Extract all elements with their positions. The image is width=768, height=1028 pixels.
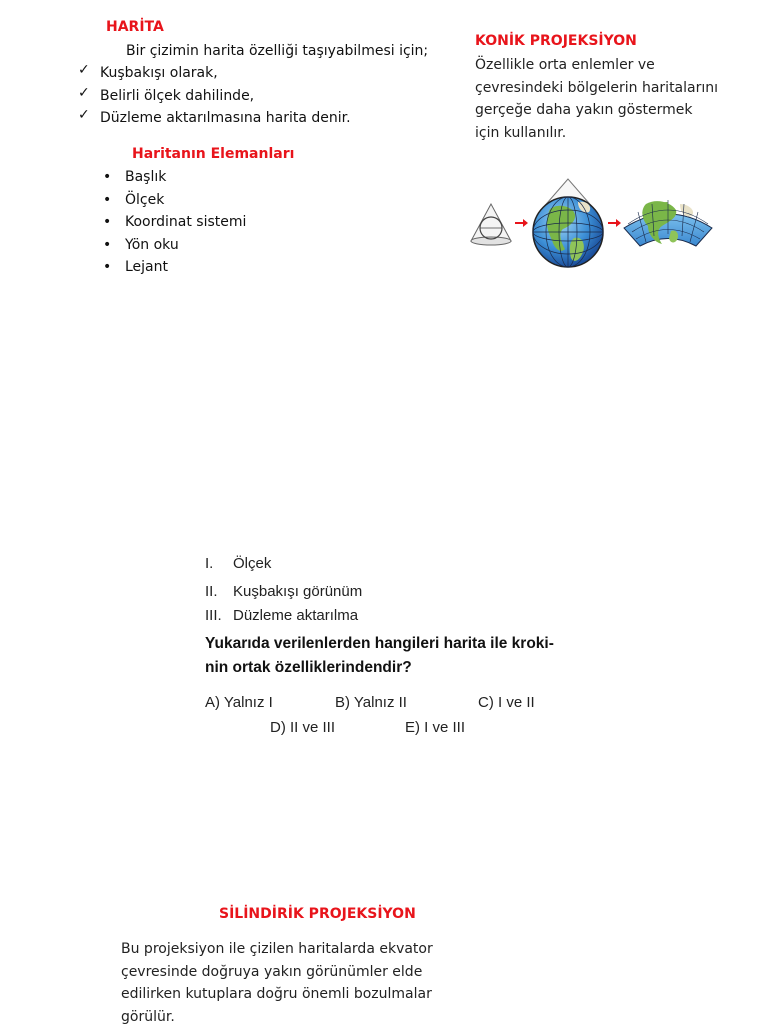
bullet-icon: • <box>103 214 112 230</box>
list-item: • Ölçek <box>103 189 246 212</box>
checkmark-icon: ✓ <box>78 107 90 123</box>
bullet-icon: • <box>103 169 112 185</box>
list-item: • Yön oku <box>103 234 246 257</box>
silindirik-description: Bu projeksiyon ile çizilen haritalarda ekvator çevresinde doğruya yakın görünümler elde edilirken kutuplara doğru önemli bozulmalar görülür. <box>121 941 433 1025</box>
bullet-icon: • <box>103 191 112 208</box>
bullet-icon: • <box>103 236 112 253</box>
option-c: C) I ve II <box>478 694 535 711</box>
list-item: • Başlık <box>103 166 246 189</box>
list-item: • Koordinat sistemi <box>103 211 246 234</box>
question-item-3: III. Düzleme aktarılma <box>205 607 359 624</box>
option-a: A) Yalnız I <box>205 694 273 711</box>
conic-map-icon <box>624 200 712 246</box>
konik-title: KONİK PROJEKSİYON <box>475 33 637 49</box>
globe-with-cone-icon <box>533 179 603 267</box>
question-item-2: II. Kuşbakışı görünüm <box>205 583 363 600</box>
option-e: E) I ve III <box>405 719 466 736</box>
option-d: D) II ve III <box>270 719 336 736</box>
arrow-right-icon <box>608 219 621 227</box>
harita-intro: Bir çizimin harita özelliği taşıyabilmesi için; <box>126 43 429 59</box>
question-item-1: I. Ölçek <box>205 555 272 572</box>
question-stem: Yukarıda verilenlerden hangileri harita ile kroki- nin ortak özelliklerindendir? <box>205 635 554 676</box>
elements-title: Haritanın Elemanları <box>132 146 295 162</box>
bullet-icon: • <box>103 259 112 275</box>
list-item: ✓ Kuşbakışı olarak, <box>78 62 351 85</box>
silindirik-title: SİLİNDİRİK PROJEKSİYON <box>219 906 416 922</box>
option-b: B) Yalnız II <box>335 694 407 711</box>
checkmark-icon: ✓ <box>78 62 90 78</box>
conic-projection-illustration <box>466 176 722 274</box>
elements-list <box>103 166 246 279</box>
small-cone-icon <box>471 204 511 245</box>
list-item: ✓ Düzleme aktarılmasına harita denir. <box>78 107 351 130</box>
konik-description: Özellikle orta enlemler ve çevresindeki bölgelerin haritalarını gerçeğe daha yakın göstermek için kullanılır. <box>475 57 719 141</box>
list-item: • Lejant <box>103 256 246 279</box>
list-item: ✓ Belirli ölçek dahilinde, <box>78 85 351 108</box>
arrow-right-icon <box>515 219 528 227</box>
harita-title: HARİTA <box>106 19 164 35</box>
checkmark-icon: ✓ <box>78 84 90 101</box>
harita-check-list <box>78 62 351 130</box>
